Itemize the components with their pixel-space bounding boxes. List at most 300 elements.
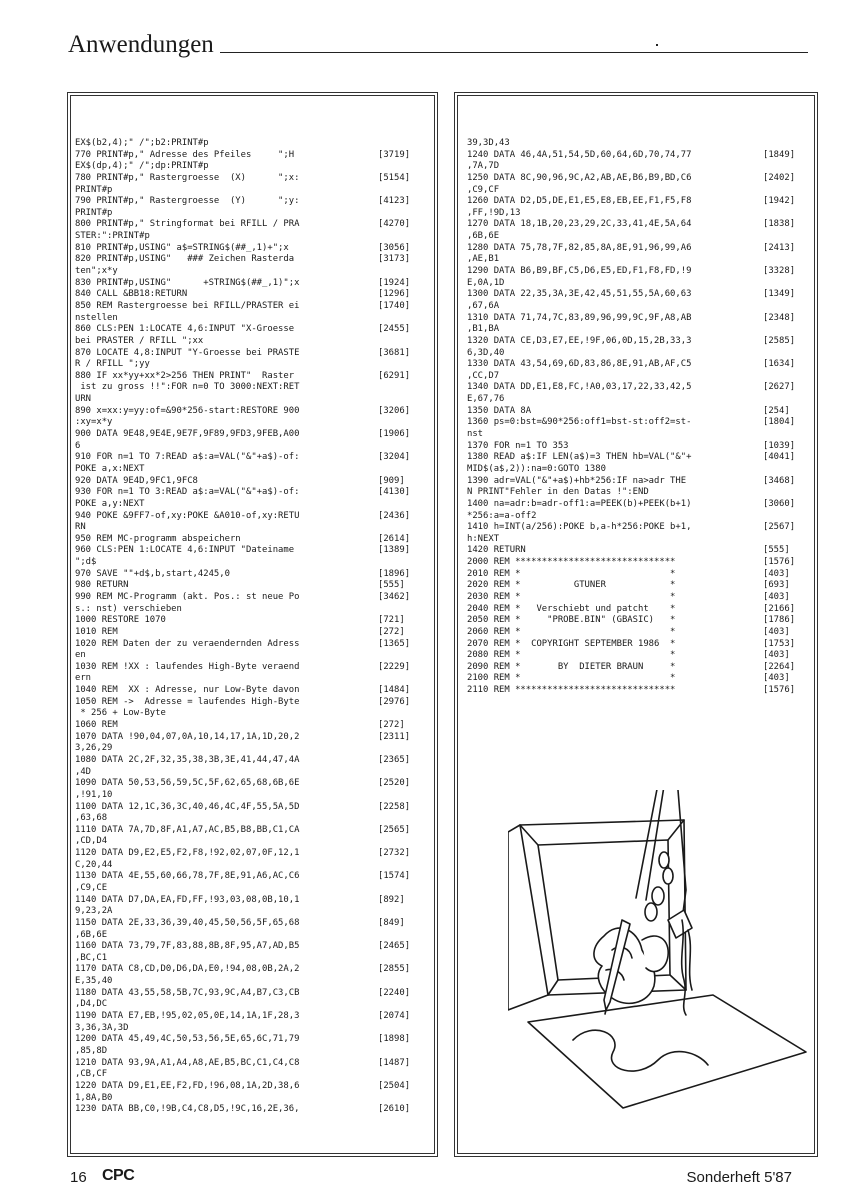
listing-code: 930 FOR n=1 TO 3:READ a$:a=VAL("&"+a$)-of: bbox=[75, 487, 300, 498]
listing-code: 2040 REM * Verschiebt und patcht * bbox=[467, 603, 676, 614]
listing-checksum: [2732] bbox=[378, 848, 411, 859]
listing-checksum: [1296] bbox=[378, 289, 411, 300]
listing-code: 2100 REM * * bbox=[467, 673, 676, 684]
listing-code: 2000 REM ****************************** bbox=[467, 557, 676, 568]
listing-code: 1200 DATA 45,49,4C,50,53,56,5E,65,6C,71,79 bbox=[75, 1034, 300, 1045]
listing-checksum: [2465] bbox=[378, 941, 411, 952]
listing-line bbox=[75, 918, 427, 930]
listing-line bbox=[75, 464, 427, 476]
listing-line bbox=[467, 615, 807, 627]
listing-line bbox=[467, 266, 807, 278]
listing-checksum: [254] bbox=[763, 405, 790, 416]
listing-checksum: [2402] bbox=[763, 172, 796, 183]
listing-code: ern bbox=[75, 673, 92, 684]
listing-code: 1120 DATA D9,E2,E5,F2,F8,!92,02,07,0F,12,1 bbox=[75, 848, 300, 859]
listing-line bbox=[75, 720, 427, 732]
listing-code: 1020 REM Daten der zu veraendernden Adress bbox=[75, 638, 300, 649]
listing-line bbox=[75, 185, 427, 197]
page-number: 16 bbox=[70, 1169, 87, 1186]
listing-code: 810 PRINT#p,USING" a$=STRING$(##_,1)+";x bbox=[75, 242, 289, 253]
listing-line bbox=[75, 429, 427, 441]
listing-line bbox=[75, 231, 427, 243]
listing-code: POKE a,x:NEXT bbox=[75, 463, 145, 474]
listing-line bbox=[467, 254, 807, 266]
listing-code: 860 CLS:PEN 1:LOCATE 4,6:INPUT "X-Groesse bbox=[75, 324, 295, 335]
listing-line bbox=[75, 580, 427, 592]
listing-checksum: [1906] bbox=[378, 429, 411, 440]
listing-checksum: [721] bbox=[378, 615, 405, 626]
listing-line bbox=[75, 161, 427, 173]
listing-code: ist zu gross !!":FOR n=0 TO 3000:NEXT:RET bbox=[75, 382, 300, 393]
listing-code: 1310 DATA 71,74,7C,83,89,96,99,9C,9F,A8,AB bbox=[467, 312, 692, 323]
listing-line bbox=[75, 627, 427, 639]
listing-checksum: [2610] bbox=[378, 1104, 411, 1115]
listing-checksum: [1389] bbox=[378, 545, 411, 556]
listing-code: 1320 DATA CE,D3,E7,EE,!9F,06,0D,15,2B,33,3 bbox=[467, 335, 692, 346]
listing-checksum: [3681] bbox=[378, 347, 411, 358]
listing-line bbox=[75, 848, 427, 860]
listing-code: E,0A,1D bbox=[467, 277, 505, 288]
listing-checksum: [5154] bbox=[378, 172, 411, 183]
listing-line bbox=[75, 767, 427, 779]
listing-line bbox=[75, 964, 427, 976]
listing-code: 970 SAVE ""+d$,b,start,4245,0 bbox=[75, 568, 230, 579]
listing-code: 1090 DATA 50,53,56,59,5C,5F,62,65,68,6B,6E bbox=[75, 778, 300, 789]
listing-line bbox=[75, 511, 427, 523]
listing-code: 1240 DATA 46,4A,51,54,5D,60,64,6D,70,74,77 bbox=[467, 149, 692, 160]
listing-checksum: [403] bbox=[763, 650, 790, 661]
listing-checksum: [1576] bbox=[763, 685, 796, 696]
listing-code: PRINT#p bbox=[75, 207, 113, 218]
listing-line bbox=[75, 708, 427, 720]
listing-code: *256:a=a-off2 bbox=[467, 510, 537, 521]
listing-checksum: [2627] bbox=[763, 382, 796, 393]
listing-line bbox=[467, 406, 807, 418]
listing-line bbox=[75, 301, 427, 313]
listing-code: 980 RETURN bbox=[75, 580, 129, 591]
listing-code: 1220 DATA D9,E1,EE,F2,FD,!96,08,1A,2D,38,6 bbox=[75, 1080, 300, 1091]
listing-code: 770 PRINT#p," Adresse des Pfeiles ";H bbox=[75, 149, 295, 160]
listing-code: 1340 DATA DD,E1,E8,FC,!A0,03,17,22,33,42,5 bbox=[467, 382, 692, 393]
listing-line bbox=[75, 289, 427, 301]
listing-checksum: [2240] bbox=[378, 987, 411, 998]
listing-code: s.: nst) verschieben bbox=[75, 603, 182, 614]
listing-checksum: [3468] bbox=[763, 475, 796, 486]
listing-line bbox=[467, 150, 807, 162]
listing-line bbox=[75, 336, 427, 348]
listing-checksum: [2348] bbox=[763, 312, 796, 323]
listing-line bbox=[75, 219, 427, 231]
section-title: Anwendungen bbox=[68, 31, 214, 58]
listing-code: ,FF,!9D,13 bbox=[467, 207, 521, 218]
listing-code: 1180 DATA 43,55,58,5B,7C,93,9C,A4,B7,C3,CB bbox=[75, 987, 300, 998]
listing-line bbox=[75, 150, 427, 162]
listing-code: 1410 h=INT(a/256):POKE b,a-h*256:POKE b+1, bbox=[467, 522, 692, 533]
listing-line bbox=[467, 557, 807, 569]
listing-checksum: [2074] bbox=[378, 1011, 411, 1022]
listing-line bbox=[467, 161, 807, 173]
listing-line bbox=[467, 289, 807, 301]
listing-line bbox=[467, 685, 807, 697]
listing-checksum: [2365] bbox=[378, 754, 411, 765]
listing-line bbox=[467, 371, 807, 383]
listing-code: E,35,40 bbox=[75, 976, 113, 987]
listing-code: 1210 DATA 93,9A,A1,A4,A8,AE,B5,BC,C1,C4,C8 bbox=[75, 1057, 300, 1068]
listing-code: 2070 REM * COPYRIGHT SEPTEMBER 1986 * bbox=[467, 638, 676, 649]
header-rule bbox=[220, 52, 808, 53]
listing-checksum: [2565] bbox=[378, 824, 411, 835]
listing-code: 1390 adr=VAL("&"+a$)+hb*256:IF na>adr THE bbox=[467, 475, 687, 486]
left-program-listing bbox=[75, 138, 427, 1116]
listing-line bbox=[75, 778, 427, 790]
listing-checksum: [1753] bbox=[763, 638, 796, 649]
listing-code: 1110 DATA 7A,7D,8F,A1,A7,AC,B5,B8,BB,C1,CA bbox=[75, 824, 300, 835]
listing-line bbox=[467, 522, 807, 534]
listing-code: 9,23,2A bbox=[75, 906, 113, 917]
listing-code: ,C9,CF bbox=[467, 184, 500, 195]
listing-line bbox=[75, 534, 427, 546]
listing-line bbox=[75, 476, 427, 488]
listing-code: PRINT#p bbox=[75, 184, 113, 195]
magazine-logo: CPC bbox=[102, 1167, 135, 1184]
listing-checksum: [1924] bbox=[378, 277, 411, 288]
listing-line bbox=[467, 429, 807, 441]
listing-line bbox=[467, 173, 807, 185]
listing-line bbox=[75, 173, 427, 185]
listing-checksum: [1896] bbox=[378, 568, 411, 579]
listing-line bbox=[467, 417, 807, 429]
listing-checksum: [403] bbox=[763, 673, 790, 684]
listing-checksum: [1786] bbox=[763, 615, 796, 626]
listing-code: 1160 DATA 73,79,7F,83,88,8B,8F,95,A7,AD,B5 bbox=[75, 941, 300, 952]
listing-line bbox=[75, 592, 427, 604]
listing-code: 3,26,29 bbox=[75, 743, 113, 754]
listing-code: 2080 REM * * bbox=[467, 650, 676, 661]
listing-checksum: [272] bbox=[378, 720, 405, 731]
listing-code: ,CC,D7 bbox=[467, 370, 500, 381]
listing-line bbox=[75, 988, 427, 1000]
listing-line bbox=[75, 382, 427, 394]
listing-code: 1250 DATA 8C,90,96,9C,A2,AB,AE,B6,B9,BD,C6 bbox=[467, 172, 692, 183]
listing-line bbox=[75, 790, 427, 802]
listing-checksum: [2614] bbox=[378, 533, 411, 544]
listing-checksum: [3204] bbox=[378, 452, 411, 463]
listing-line bbox=[467, 301, 807, 313]
listing-code: 1150 DATA 2E,33,36,39,40,45,50,56,5F,65,68 bbox=[75, 917, 300, 928]
listing-checksum: [272] bbox=[378, 626, 405, 637]
listing-checksum: [2504] bbox=[378, 1080, 411, 1091]
listing-line bbox=[75, 499, 427, 511]
listing-code: 2030 REM * * bbox=[467, 591, 676, 602]
listing-line bbox=[75, 697, 427, 709]
listing-code: 1270 DATA 18,1B,20,23,29,2C,33,41,4E,5A,64 bbox=[467, 219, 692, 230]
listing-line bbox=[467, 441, 807, 453]
listing-line bbox=[75, 348, 427, 360]
listing-line bbox=[75, 417, 427, 429]
listing-line bbox=[75, 394, 427, 406]
listing-line bbox=[467, 452, 807, 464]
listing-code: ten";x*y bbox=[75, 266, 118, 277]
listing-code: ,!91,10 bbox=[75, 789, 113, 800]
listing-checksum: [2166] bbox=[763, 603, 796, 614]
listing-checksum: [1365] bbox=[378, 638, 411, 649]
listing-code: nst bbox=[467, 429, 484, 440]
listing-checksum: [1898] bbox=[378, 1034, 411, 1045]
listing-code: R / RFILL ";yy bbox=[75, 359, 150, 370]
listing-line bbox=[467, 219, 807, 231]
listing-checksum: [4041] bbox=[763, 452, 796, 463]
listing-line bbox=[467, 592, 807, 604]
listing-line bbox=[75, 895, 427, 907]
listing-line bbox=[75, 441, 427, 453]
listing-line bbox=[75, 639, 427, 651]
listing-code: 1420 RETURN bbox=[467, 545, 526, 556]
listing-line bbox=[467, 487, 807, 499]
listing-line bbox=[75, 743, 427, 755]
listing-code: 800 PRINT#p," Stringformat bei RFILL / PRA bbox=[75, 219, 300, 230]
listing-line bbox=[467, 324, 807, 336]
listing-checksum: [1574] bbox=[378, 871, 411, 882]
listing-line bbox=[75, 976, 427, 988]
listing-line bbox=[75, 732, 427, 744]
listing-line bbox=[467, 499, 807, 511]
listing-line bbox=[75, 685, 427, 697]
listing-line bbox=[75, 615, 427, 627]
listing-line bbox=[75, 266, 427, 278]
listing-code: 1300 DATA 22,35,3A,3E,42,45,51,55,5A,60,63 bbox=[467, 289, 692, 300]
listing-code: 1330 DATA 43,54,69,6D,83,86,8E,91,AB,AF,C5 bbox=[467, 359, 692, 370]
listing-code: 1010 REM bbox=[75, 626, 118, 637]
listing-line bbox=[75, 999, 427, 1011]
listing-code: 1070 DATA !90,04,07,0A,10,14,17,1A,1D,20,2 bbox=[75, 731, 300, 742]
listing-checksum: [3060] bbox=[763, 498, 796, 509]
listing-code: ,63,68 bbox=[75, 813, 108, 824]
listing-checksum: [4130] bbox=[378, 487, 411, 498]
listing-line bbox=[75, 557, 427, 569]
listing-code: 910 FOR n=1 TO 7:READ a$:a=VAL("&"+a$)-of: bbox=[75, 452, 300, 463]
listing-line bbox=[467, 650, 807, 662]
listing-line bbox=[75, 359, 427, 371]
listing-code: 870 LOCATE 4,8:INPUT "Y-Groesse bei PRASTE bbox=[75, 347, 300, 358]
listing-code: 1100 DATA 12,1C,36,3C,40,46,4C,4F,55,5A,5D bbox=[75, 801, 300, 812]
listing-checksum: [2413] bbox=[763, 242, 796, 253]
listing-line bbox=[467, 382, 807, 394]
listing-line bbox=[467, 545, 807, 557]
listing-line bbox=[75, 755, 427, 767]
listing-code: 960 CLS:PEN 1:LOCATE 4,6:INPUT "Dateiname bbox=[75, 545, 295, 556]
listing-code: 2060 REM * * bbox=[467, 626, 676, 637]
listing-code: 830 PRINT#p,USING" +STRING$(##_,1)";x bbox=[75, 277, 300, 288]
listing-line bbox=[467, 243, 807, 255]
listing-code: h:NEXT bbox=[467, 533, 500, 544]
listing-line bbox=[75, 860, 427, 872]
listing-code: 790 PRINT#p," Rastergroesse (Y) ";y: bbox=[75, 196, 300, 207]
listing-code: ,85,8D bbox=[75, 1045, 108, 1056]
listing-code: 1260 DATA D2,D5,DE,E1,E5,E8,EB,EE,F1,F5,F8 bbox=[467, 196, 692, 207]
listing-code: 1170 DATA C8,CD,D0,D6,DA,E0,!94,08,0B,2A,2 bbox=[75, 964, 300, 975]
page-header bbox=[68, 28, 808, 58]
listing-line bbox=[75, 313, 427, 325]
listing-checksum: [555] bbox=[378, 580, 405, 591]
listing-line bbox=[75, 673, 427, 685]
header-dot bbox=[656, 44, 658, 46]
listing-checksum: [403] bbox=[763, 568, 790, 579]
listing-code: ,6B,6E bbox=[75, 929, 108, 940]
listing-line bbox=[467, 604, 807, 616]
listing-checksum: [1039] bbox=[763, 440, 796, 451]
listing-line bbox=[467, 138, 807, 150]
listing-code: ,B1,BA bbox=[467, 324, 500, 335]
listing-code: 780 PRINT#p," Rastergroesse (X) ";x: bbox=[75, 172, 300, 183]
listing-line bbox=[75, 1081, 427, 1093]
listing-code: ,CB,CF bbox=[75, 1069, 108, 1080]
listing-checksum: [693] bbox=[763, 580, 790, 591]
listing-line bbox=[75, 802, 427, 814]
listing-line bbox=[467, 231, 807, 243]
listing-line bbox=[75, 953, 427, 965]
listing-code: ,4D bbox=[75, 766, 92, 777]
listing-checksum: [1849] bbox=[763, 149, 796, 160]
listing-checksum: [403] bbox=[763, 591, 790, 602]
listing-line bbox=[75, 324, 427, 336]
listing-line bbox=[75, 604, 427, 616]
listing-checksum: [2567] bbox=[763, 522, 796, 533]
listing-code: 1060 REM bbox=[75, 720, 118, 731]
listing-line bbox=[467, 627, 807, 639]
listing-checksum: [2258] bbox=[378, 801, 411, 812]
listing-code: 1350 DATA 8A bbox=[467, 405, 532, 416]
listing-code: * 256 + Low-Byte bbox=[75, 708, 166, 719]
listing-checksum: [2229] bbox=[378, 661, 411, 672]
listing-line bbox=[75, 883, 427, 895]
listing-checksum: [3056] bbox=[378, 242, 411, 253]
listing-checksum: [1634] bbox=[763, 359, 796, 370]
listing-line bbox=[75, 813, 427, 825]
listing-code: ";d$ bbox=[75, 557, 97, 568]
listing-checksum: [2976] bbox=[378, 696, 411, 707]
listing-checksum: [3173] bbox=[378, 254, 411, 265]
listing-line bbox=[467, 208, 807, 220]
listing-code: 1040 REM XX : Adresse, nur Low-Byte davon bbox=[75, 685, 300, 696]
listing-code: 2090 REM * BY DIETER BRAUN * bbox=[467, 661, 676, 672]
listing-checksum: [2311] bbox=[378, 731, 411, 742]
listing-code: 6 bbox=[75, 440, 81, 451]
listing-line bbox=[75, 371, 427, 383]
listing-line bbox=[75, 906, 427, 918]
listing-line bbox=[467, 464, 807, 476]
listing-code: 900 DATA 9E48,9E4E,9E7F,9F89,9FD3,9FEB,A00 bbox=[75, 429, 300, 440]
listing-line bbox=[75, 138, 427, 150]
listing-line bbox=[75, 1058, 427, 1070]
listing-code: 1030 REM !XX : laufendes High-Byte veraend bbox=[75, 661, 300, 672]
listing-checksum: [1740] bbox=[378, 300, 411, 311]
listing-code: 850 REM Rastergroesse bei RFILL/PRASTER ei bbox=[75, 300, 300, 311]
listing-code: 1290 DATA B6,B9,BF,C5,D6,E5,ED,F1,F8,FD,!9 bbox=[467, 266, 692, 277]
listing-line bbox=[75, 545, 427, 557]
listing-code: 1190 DATA E7,EB,!95,02,05,0E,14,1A,1F,28,3 bbox=[75, 1011, 300, 1022]
listing-line bbox=[467, 534, 807, 546]
listing-line bbox=[75, 487, 427, 499]
listing-code: nstellen bbox=[75, 312, 118, 323]
listing-checksum: [3719] bbox=[378, 149, 411, 160]
listing-code: 1,8A,B0 bbox=[75, 1092, 113, 1103]
listing-code: ,CD,D4 bbox=[75, 836, 108, 847]
listing-line bbox=[75, 825, 427, 837]
listing-line bbox=[75, 836, 427, 848]
listing-checksum: [403] bbox=[763, 626, 790, 637]
listing-code: EX$(dp,4);" /";dp:PRINT#p bbox=[75, 161, 209, 172]
listing-code: ,AE,B1 bbox=[467, 254, 500, 265]
listing-checksum: [1349] bbox=[763, 289, 796, 300]
listing-checksum: [1942] bbox=[763, 196, 796, 207]
listing-line bbox=[467, 639, 807, 651]
listing-line bbox=[75, 208, 427, 220]
listing-checksum: [909] bbox=[378, 475, 405, 486]
listing-code: 950 REM MC-programm abspeichern bbox=[75, 533, 241, 544]
listing-line bbox=[467, 511, 807, 523]
listing-code: 820 PRINT#p,USING" ### Zeichen Rasterda bbox=[75, 254, 295, 265]
listing-code: 2050 REM * "PROBE.BIN" (GBASIC) * bbox=[467, 615, 676, 626]
listing-line bbox=[467, 185, 807, 197]
listing-code: 1080 DATA 2C,2F,32,35,38,3B,3E,41,44,47,4A bbox=[75, 754, 300, 765]
listing-line bbox=[467, 278, 807, 290]
listing-line bbox=[75, 196, 427, 208]
listing-code: E,67,76 bbox=[467, 394, 505, 405]
listing-checksum: [3206] bbox=[378, 405, 411, 416]
listing-line bbox=[467, 673, 807, 685]
listing-line bbox=[467, 196, 807, 208]
listing-checksum: [6291] bbox=[378, 370, 411, 381]
listing-line bbox=[467, 476, 807, 488]
listing-code: 1130 DATA 4E,55,60,66,78,7F,8E,91,A6,AC,C6 bbox=[75, 871, 300, 882]
listing-code: ,BC,C1 bbox=[75, 952, 108, 963]
listing-code: :xy=x*y bbox=[75, 417, 113, 428]
listing-code: URN bbox=[75, 394, 92, 405]
listing-code: 840 CALL &BB18:RETURN bbox=[75, 289, 188, 300]
plotter-illustration bbox=[508, 790, 808, 1125]
listing-checksum: [1487] bbox=[378, 1057, 411, 1068]
listing-line bbox=[467, 662, 807, 674]
listing-checksum: [2585] bbox=[763, 335, 796, 346]
listing-checksum: [2520] bbox=[378, 778, 411, 789]
listing-line bbox=[75, 522, 427, 534]
listing-checksum: [892] bbox=[378, 894, 405, 905]
listing-line bbox=[75, 1011, 427, 1023]
listing-code: 2110 REM ****************************** bbox=[467, 685, 676, 696]
listing-line bbox=[75, 871, 427, 883]
listing-line bbox=[467, 580, 807, 592]
listing-line bbox=[75, 650, 427, 662]
listing-code: EX$(b2,4);" /";b2:PRINT#p bbox=[75, 138, 209, 148]
listing-line bbox=[467, 569, 807, 581]
listing-code: 1360 ps=0:bst=&90*256:off1=bst-st:off2=st- bbox=[467, 417, 692, 428]
listing-code: ,7A,7D bbox=[467, 161, 500, 172]
listing-code: ,C9,CE bbox=[75, 883, 108, 893]
listing-code: 920 DATA 9E4D,9FC1,9FC8 bbox=[75, 475, 198, 486]
listing-line bbox=[75, 662, 427, 674]
listing-code: en bbox=[75, 650, 86, 661]
listing-line bbox=[75, 1046, 427, 1058]
listing-checksum: [555] bbox=[763, 545, 790, 556]
listing-code: 2020 REM * GTUNER * bbox=[467, 580, 676, 591]
listing-checksum: [849] bbox=[378, 917, 405, 928]
listing-code: 2010 REM * * bbox=[467, 568, 676, 579]
right-program-listing bbox=[467, 138, 807, 697]
listing-checksum: [2264] bbox=[763, 661, 796, 672]
listing-checksum: [2855] bbox=[378, 964, 411, 975]
listing-code: POKE a,y:NEXT bbox=[75, 498, 145, 509]
listing-line bbox=[467, 313, 807, 325]
